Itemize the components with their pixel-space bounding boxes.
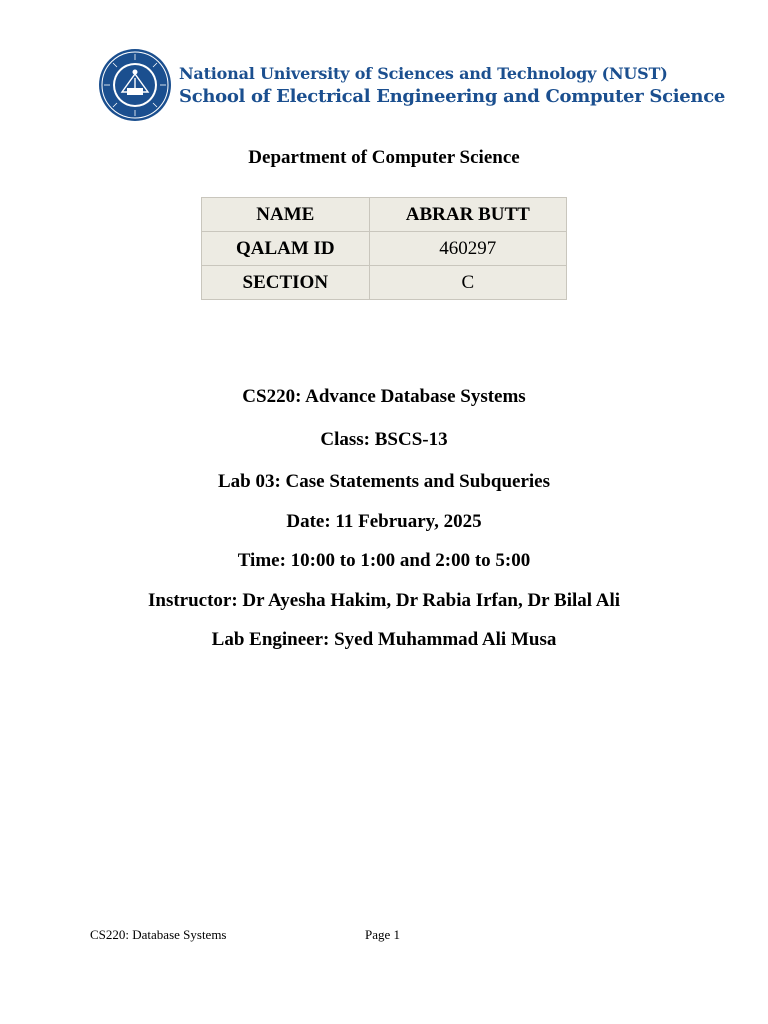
lab-engineer-info: Lab Engineer: Syed Muhammad Ali Musa [211,629,557,650]
school-name: School of Electrical Engineering and Computer Science [179,86,726,107]
instructor-info: Instructor: Dr Ayesha Hakim, Dr Rabia Irfan, Dr Bilal Ali [147,590,621,611]
footer-course: CS220: Database Systems [90,927,227,942]
name-label: NAME [202,198,370,232]
section-label: SECTION [202,266,370,300]
lab-title: Lab 03: Case Statements and Subqueries [217,471,550,492]
department-title: Department of Computer Science [248,147,520,168]
table-row [202,232,567,266]
table-row [202,198,567,232]
name-value: ABRAR BUTT [369,198,566,232]
course-title: CS220: Advance Database Systems [242,386,526,407]
student-info-table [201,197,567,300]
nust-seal-icon [98,48,172,122]
class-info: Class: BSCS-13 [320,429,448,450]
document-header [98,48,725,122]
table-row [202,266,567,300]
institution-name [179,62,725,108]
qalam-id-label: QALAM ID [202,232,370,266]
section-value: C [369,266,566,300]
university-name: National University of Sciences and Technology (NUST) [179,64,668,83]
lab-time: Time: 10:00 to 1:00 and 2:00 to 5:00 [237,550,531,571]
footer-page-number: Page 1 [365,927,401,942]
qalam-id-value: 460297 [369,232,566,266]
lab-date: Date: 11 February, 2025 [286,511,482,532]
